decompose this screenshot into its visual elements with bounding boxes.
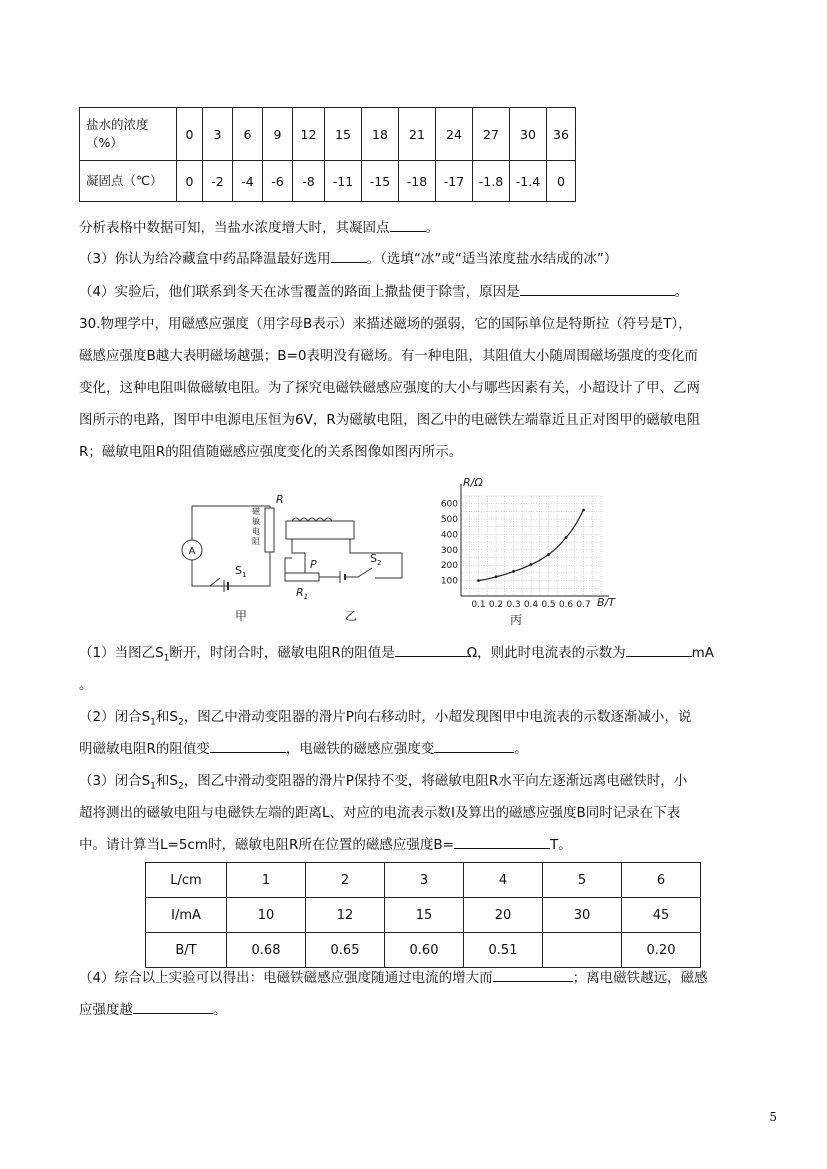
subscript: 1: [150, 781, 156, 792]
chart-point: [547, 553, 550, 556]
chart-point: [495, 575, 498, 578]
s1-text: mA: [691, 645, 715, 661]
table-cell: 0: [177, 161, 203, 202]
chart-point: [512, 570, 515, 573]
s3-text: 中。请计算当L=5cm时，磁敏电阻R所在位置的磁感应强度B=: [79, 837, 454, 853]
subscript: 2: [376, 559, 382, 567]
table-cell: 12: [293, 108, 325, 161]
rheostat: [285, 573, 319, 581]
answer-blank[interactable]: [454, 834, 550, 849]
s1-text: Ω，则此时电流表的示数为: [466, 645, 626, 661]
s1-text: （1）当图乙S: [79, 645, 164, 661]
table-header-cell: L/cm: [146, 863, 227, 898]
r-vs-b-chart: [425, 474, 635, 630]
r-vert-label: 磁: [252, 507, 260, 516]
s2-text: （2）闭合S: [79, 709, 151, 725]
table-cell: 2: [306, 863, 385, 898]
s2-text: ，电磁铁的磁感应强度变: [285, 741, 435, 757]
table-cell: 18: [362, 108, 399, 161]
subscript: 2: [177, 717, 184, 728]
s2-label: [370, 552, 381, 567]
punct: 。: [514, 741, 528, 757]
q30-line-1: 30.物理学中，用磁感应强度（用字母B表示）来描述磁场的强弱，它的国际单位是特斯拉（符号是T），: [79, 316, 692, 332]
table-cell: 0.68: [227, 933, 306, 968]
subscript: 1: [150, 717, 156, 728]
page-number: 5: [769, 1110, 777, 1124]
answer-blank[interactable]: [390, 217, 426, 232]
table-cell: 15: [385, 898, 464, 933]
answer-blank[interactable]: [210, 738, 286, 753]
table-cell: 6: [233, 108, 263, 161]
s3-text: （3）闭合S: [79, 773, 151, 789]
table-cell: 24: [436, 108, 473, 161]
r1-label: [296, 586, 308, 601]
circuit-yi-wire: [292, 539, 305, 553]
table-cell: -1.4: [510, 161, 547, 202]
s3-line-3: [79, 833, 572, 853]
yi-label: 乙: [345, 609, 358, 623]
answer-blank[interactable]: [520, 281, 675, 296]
salt-water-table: [79, 107, 576, 202]
x-tick-label: 0.1: [471, 600, 486, 610]
jia-label: 甲: [235, 609, 248, 623]
table-cell: 9: [263, 108, 293, 161]
r1-label-text: R: [296, 586, 304, 599]
x-tick-label: 0.2: [488, 600, 504, 610]
s2-text: ，图乙中滑动变阻器的滑片P向右移动时，小超发现图甲中电流表的示数逐渐减小，说: [183, 709, 692, 725]
s4-text: ；离电磁铁越远，磁感: [572, 970, 708, 986]
s4-text: 应强度越: [79, 1002, 133, 1018]
s1-text: 断开，时闭合时，磁敏电阻R的阻值是: [169, 645, 395, 661]
answer-blank[interactable]: [626, 642, 692, 657]
subscript: 2: [177, 781, 184, 792]
answer-blank[interactable]: [133, 999, 213, 1014]
table-cell: 3: [203, 108, 233, 161]
x-tick-label: 0.4: [523, 600, 539, 610]
table-cell: 15: [325, 108, 362, 161]
table-cell: 30: [510, 108, 547, 161]
table-cell: 0: [547, 161, 576, 202]
s3-text: T。: [549, 837, 572, 853]
switch-s1: [210, 578, 220, 586]
s3-line: [79, 769, 687, 792]
y-tick-label: 600: [440, 499, 458, 510]
s1-label: [235, 564, 246, 579]
table-cell: 36: [547, 108, 576, 161]
y-tick-label: 500: [440, 515, 458, 526]
answer-blank[interactable]: [434, 738, 514, 753]
x-axis-label: B/T: [597, 596, 615, 609]
table-cell: 20: [464, 898, 543, 933]
s3-text: 和S: [155, 773, 178, 789]
p-label: P: [310, 558, 317, 571]
r-vert-label: 电: [252, 527, 260, 536]
table-row: [146, 933, 701, 968]
subscript: 1: [303, 593, 309, 601]
s3-line-2: 超将测出的磁敏电阻与电磁铁左端的距离L、对应的电流表示数I及算出的磁感应强度B同时记录在下表: [79, 805, 681, 821]
x-tick-label: 0.7: [576, 600, 591, 610]
y-tick-label: 100: [440, 576, 458, 587]
q4-text: （4）实验后，他们联系到冬天在冰雪覆盖的路面上撒盐便于除雪，原因是: [79, 284, 520, 300]
s2-label-text: S: [370, 552, 377, 565]
table-header-cell: 凝固点（℃）: [80, 161, 177, 202]
table-cell[interactable]: [543, 933, 622, 968]
table-cell: 27: [473, 108, 510, 161]
s4-line-2: [79, 998, 227, 1018]
ammeter-label: A: [188, 546, 196, 557]
table-cell: 10: [227, 898, 306, 933]
y-tick-label: 400: [440, 530, 458, 541]
punct: 。: [213, 1002, 227, 1018]
r-label: R: [276, 493, 284, 506]
table-cell: 0.60: [385, 933, 464, 968]
s1-line-end: 。: [79, 677, 93, 693]
s3-text: ，图乙中滑动变阻器的滑片P保持不变，将磁敏电阻R水平向左逐渐远离电磁铁时，小: [183, 773, 688, 789]
analysis-text: 分析表格中数据可知，当盐水浓度增大时，其凝固点: [79, 220, 390, 236]
table-header-cell: 盐水的浓度（%）: [80, 108, 177, 161]
table-row: [80, 161, 576, 202]
r-vert-label: 敏: [252, 517, 260, 526]
table-row: [80, 108, 576, 161]
table-cell: 30: [543, 898, 622, 933]
chart-point: [582, 508, 585, 511]
s4-text: （4）综合以上实验可以得出：电磁铁磁感应强度随通过电流的增大而: [79, 970, 493, 986]
s1-label-text: S: [235, 564, 242, 577]
bing-label: 丙: [510, 613, 523, 627]
table-cell: 0.51: [464, 933, 543, 968]
x-tick-label: 0.6: [558, 600, 574, 610]
table-cell: -11: [325, 161, 362, 202]
table-cell: 4: [464, 863, 543, 898]
electromagnet-core: [286, 521, 354, 539]
table-cell: -2: [203, 161, 233, 202]
answer-blank[interactable]: [331, 248, 367, 263]
chart-point: [477, 579, 480, 582]
s2-line-2: [79, 737, 528, 757]
table-cell: -15: [362, 161, 399, 202]
table-cell: -1.8: [473, 161, 510, 202]
punct: 。: [674, 284, 689, 300]
table-cell: -18: [399, 161, 436, 202]
answer-blank[interactable]: [493, 967, 573, 982]
x-tick-label: 0.3: [506, 600, 521, 610]
table-cell: 45: [622, 898, 701, 933]
table-cell: 21: [399, 108, 436, 161]
table-cell: -8: [293, 161, 325, 202]
q30-line-4: 图所示的电路，图甲中电源电压恒为6V，R为磁敏电阻，图乙中的电磁铁左端靠近且正对图甲的磁敏电阻: [79, 412, 701, 428]
table-cell: 0: [177, 108, 203, 161]
table-cell: 1: [227, 863, 306, 898]
table-cell: -17: [436, 161, 473, 202]
y-axis-label: R/Ω: [463, 476, 483, 489]
subscript: 1: [241, 571, 247, 579]
table-row: [146, 863, 701, 898]
q4-line: [79, 280, 688, 300]
s2-text: 明磁敏电阻R的阻值变: [79, 741, 210, 757]
switch-s2: [358, 568, 372, 577]
table-cell: -6: [263, 161, 293, 202]
q3-text-end: 。（选填“冰”或“适当浓度盐水结成的冰”）: [366, 251, 618, 267]
table-cell: 12: [306, 898, 385, 933]
q30-line-2: 磁感应强度B越大表明磁场越强；B=0表明没有磁场。有一种电阻，其阻值大小随周围磁场强度的变化而: [79, 348, 698, 364]
q3-text: （3）你认为给冷藏盒中药品降温最好选用: [79, 251, 331, 267]
subscript: 1: [163, 653, 170, 664]
table-cell: -4: [233, 161, 263, 202]
table-cell: 0.65: [306, 933, 385, 968]
table-header-cell: B/T: [146, 933, 227, 968]
q3-line: [79, 247, 617, 267]
chart-point: [530, 563, 533, 566]
magneto-resistor: [265, 508, 274, 552]
l-i-b-table: [145, 862, 701, 968]
chart-grid: [461, 496, 601, 596]
y-tick-label: 300: [440, 545, 458, 556]
answer-blank[interactable]: [395, 642, 467, 657]
s2-line: [79, 705, 691, 728]
y-tick-label: 200: [440, 561, 458, 572]
chart-series-line: [479, 510, 584, 581]
chart-ticks: [441, 500, 591, 610]
s2-text: 和S: [155, 709, 178, 725]
punct: 。: [425, 220, 439, 236]
table-cell: 3: [385, 863, 464, 898]
table-row: [146, 898, 701, 933]
table-header-cell: I/mA: [146, 898, 227, 933]
s4-line: [79, 966, 708, 986]
circuit-diagram: [180, 478, 410, 628]
table-cell: 5: [543, 863, 622, 898]
table-cell: 6: [622, 863, 701, 898]
table-cell: 0.20: [622, 933, 701, 968]
analysis-line: [79, 216, 439, 236]
q30-line-5: R；磁敏电阻R的阻值随磁感应强度变化的关系图像如图丙所示。: [79, 444, 463, 460]
r-vert-label: 阻: [252, 537, 260, 546]
s1-line: [79, 641, 714, 664]
q30-line-3: 变化，这种电阻叫做磁敏电阻。为了探究电磁铁磁感应强度的大小与哪些因素有关，小超设计了甲、乙两: [79, 380, 700, 396]
chart-point: [565, 536, 568, 539]
x-tick-label: 0.5: [541, 600, 556, 610]
